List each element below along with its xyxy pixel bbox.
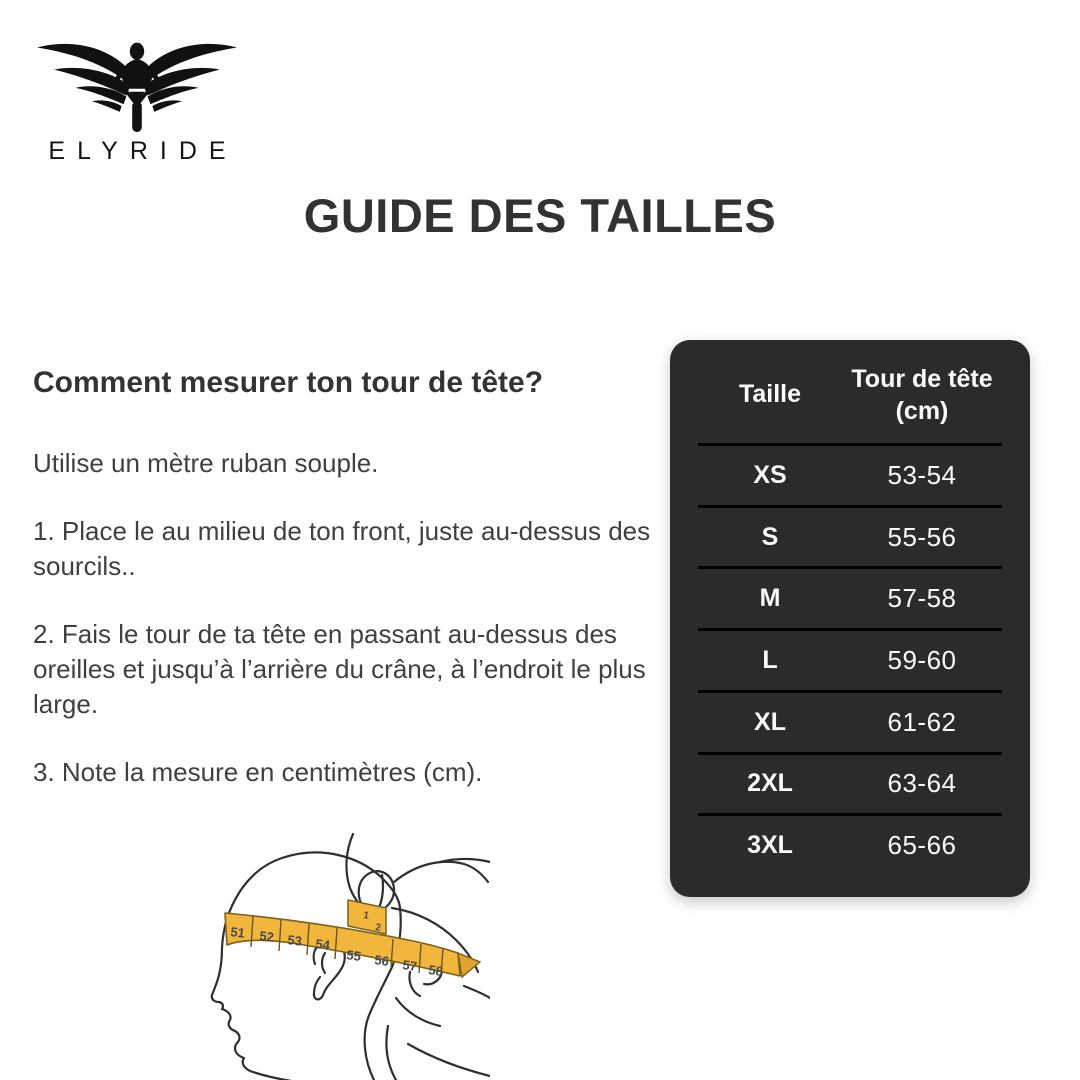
table-row [698,566,1002,628]
tape-number: 58 [427,962,444,979]
instructions-intro: Utilise un mètre ruban souple. [33,448,379,478]
tape-number: 52 [258,928,275,945]
tape-fold-number: 2 [374,922,382,934]
winged-motorcycle-rider-logo-icon [30,34,244,134]
tape-number: 56 [373,952,390,969]
tape-number: 55 [345,947,362,964]
row-circumference: 65-66 [887,830,957,861]
table-row [698,690,1002,752]
tape-number: 54 [314,936,331,953]
size-table [670,340,1030,897]
head-measure-illustration [178,812,490,1080]
instructions-heading: Comment mesurer ton tour de tête? [33,366,544,399]
table-row [698,628,1002,690]
table-row [698,443,1002,505]
table-row [698,813,1002,875]
measuring-instructions [33,366,663,823]
instructions-step-1: 1. Place le au milieu de ton front, juste au-dessus des sourcils.. [33,516,651,581]
header-circumference-line1: Tour de tête [851,364,993,393]
row-size: 2XL [747,769,793,798]
tape-number: 57 [401,957,418,974]
row-circumference: 63-64 [887,768,957,799]
row-circumference: 53-54 [887,459,957,490]
row-size: XS [753,460,787,489]
row-size: XL [754,707,786,736]
header-circumference-line2: (cm) [895,396,949,425]
header-circumference-label [842,363,1002,427]
tape-number: 53 [286,932,303,949]
row-size: L [762,646,778,675]
page-title: GUIDE DES TAILLES [303,189,777,242]
tape-fold-number: 1 [362,910,370,922]
row-size: S [761,522,779,551]
size-table-body [698,443,1002,875]
table-row [698,505,1002,567]
table-row [698,752,1002,814]
instructions-step-2: 2. Fais le tour de ta tête en passant au-dessus des oreilles et jusqu’à l’arrière du crâne, à l’endroit le plus large. [33,619,646,719]
row-circumference: 57-58 [887,583,957,614]
brand-logo [30,34,244,166]
row-size: M [759,584,781,613]
row-size: 3XL [747,831,793,860]
size-table-header [670,340,1030,443]
row-circumference: 55-56 [887,521,957,552]
header-size-label: Taille [738,380,802,408]
brand-wordmark: ELYRIDE [48,137,238,165]
head-profile-tape-icon [178,812,490,1080]
row-circumference: 59-60 [887,645,957,676]
instructions-step-3: 3. Note la mesure en centimètres (cm). [33,757,483,787]
row-circumference: 61-62 [887,706,957,737]
tape-number: 51 [229,924,246,941]
